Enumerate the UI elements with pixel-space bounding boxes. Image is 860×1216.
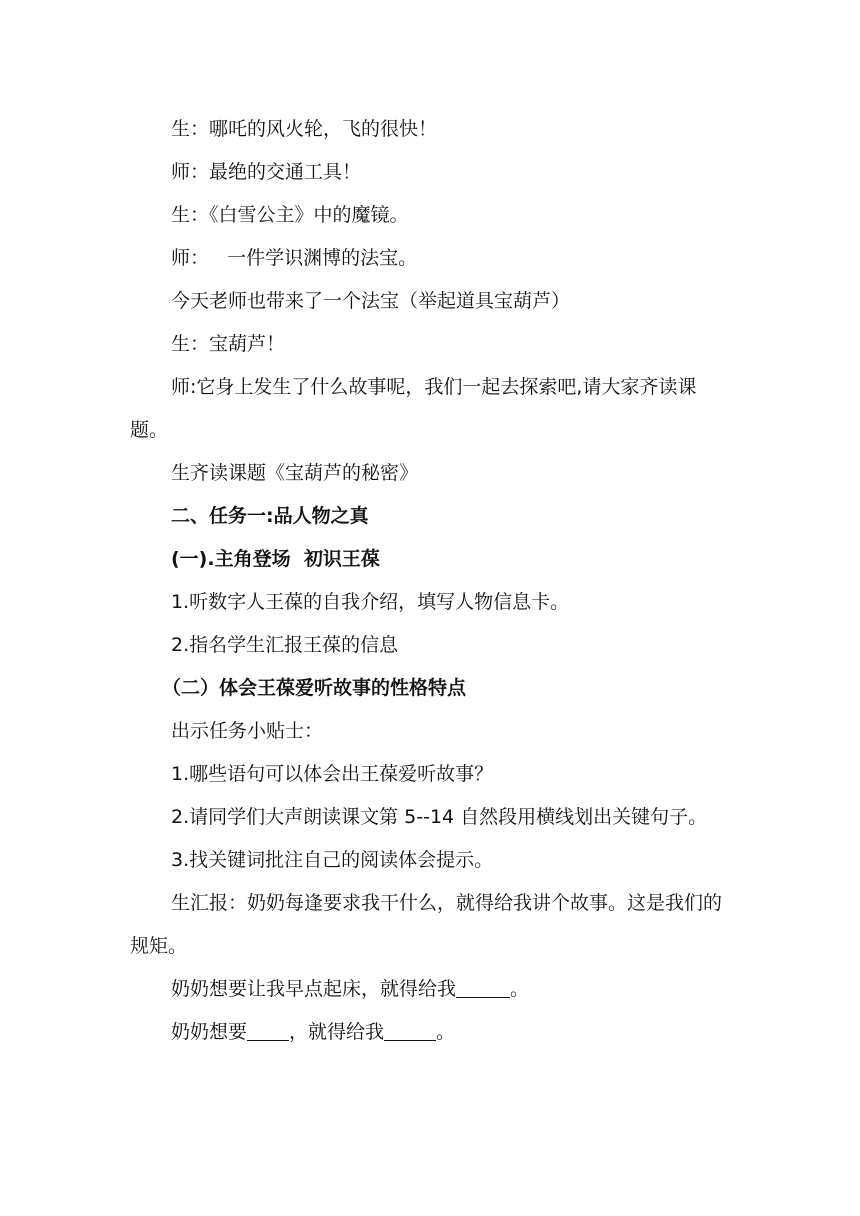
subsection-heading: (一).主角登场 初识王葆 (171, 548, 380, 570)
paragraph: 生：哪吒的风火轮，飞的很快！ (171, 118, 438, 140)
fill-text: ，就得给我 (289, 1021, 385, 1043)
list-item: 1.听数字人王葆的自我介绍，填写人物信息卡。 (171, 591, 570, 613)
paragraph: 出示任务小贴士： (171, 720, 324, 742)
fill-blank (384, 1020, 436, 1041)
fill-text: 。 (510, 978, 530, 1000)
paragraph: 生：《白雪公主》中的魔镜。 (171, 204, 409, 226)
paragraph: 生齐读课题《宝葫芦的秘密》 (171, 462, 419, 484)
fill-text: 。 (436, 1021, 456, 1043)
fill-text: 奶奶想要让我早点起床，就得给我 (171, 978, 457, 1000)
paragraph: 生汇报：奶奶每逢要求我干什么，就得给我讲个故事。这是我们的规矩。 (130, 892, 723, 957)
subsection-heading: （二）体会王葆爱听故事的性格特点 (162, 677, 467, 699)
paragraph: 今天老师也带来了一个法宝（举起道具宝葫芦） (171, 290, 571, 312)
fill-text: 奶奶想要 (171, 1021, 248, 1043)
fill-blank (247, 1020, 289, 1041)
fill-in-sentence (130, 968, 730, 1011)
paragraph: 师：最绝的交通工具！ (171, 161, 362, 183)
paragraph: 师： 一件学识渊博的法宝。 (171, 247, 418, 269)
fill-blank (456, 977, 510, 998)
paragraph: 生：宝葫芦！ (171, 333, 286, 355)
section-heading: 二、任务一:品人物之真 (171, 505, 369, 527)
list-item: 2.请同学们大声朗读课文第 5--14 自然段用横线划出关键句子。 (171, 806, 708, 828)
list-item: 3.找关键词批注自己的阅读体会提示。 (171, 849, 494, 871)
paragraph: 师:它身上发生了什么故事呢，我们一起去探索吧,请大家齐读课题。 (130, 376, 697, 441)
fill-in-sentence (130, 1011, 730, 1054)
document-body (130, 108, 730, 1054)
list-item: 2.指名学生汇报王葆的信息 (171, 634, 399, 656)
list-item: 1.哪些语句可以体会出王葆爱听故事？ (171, 763, 494, 785)
